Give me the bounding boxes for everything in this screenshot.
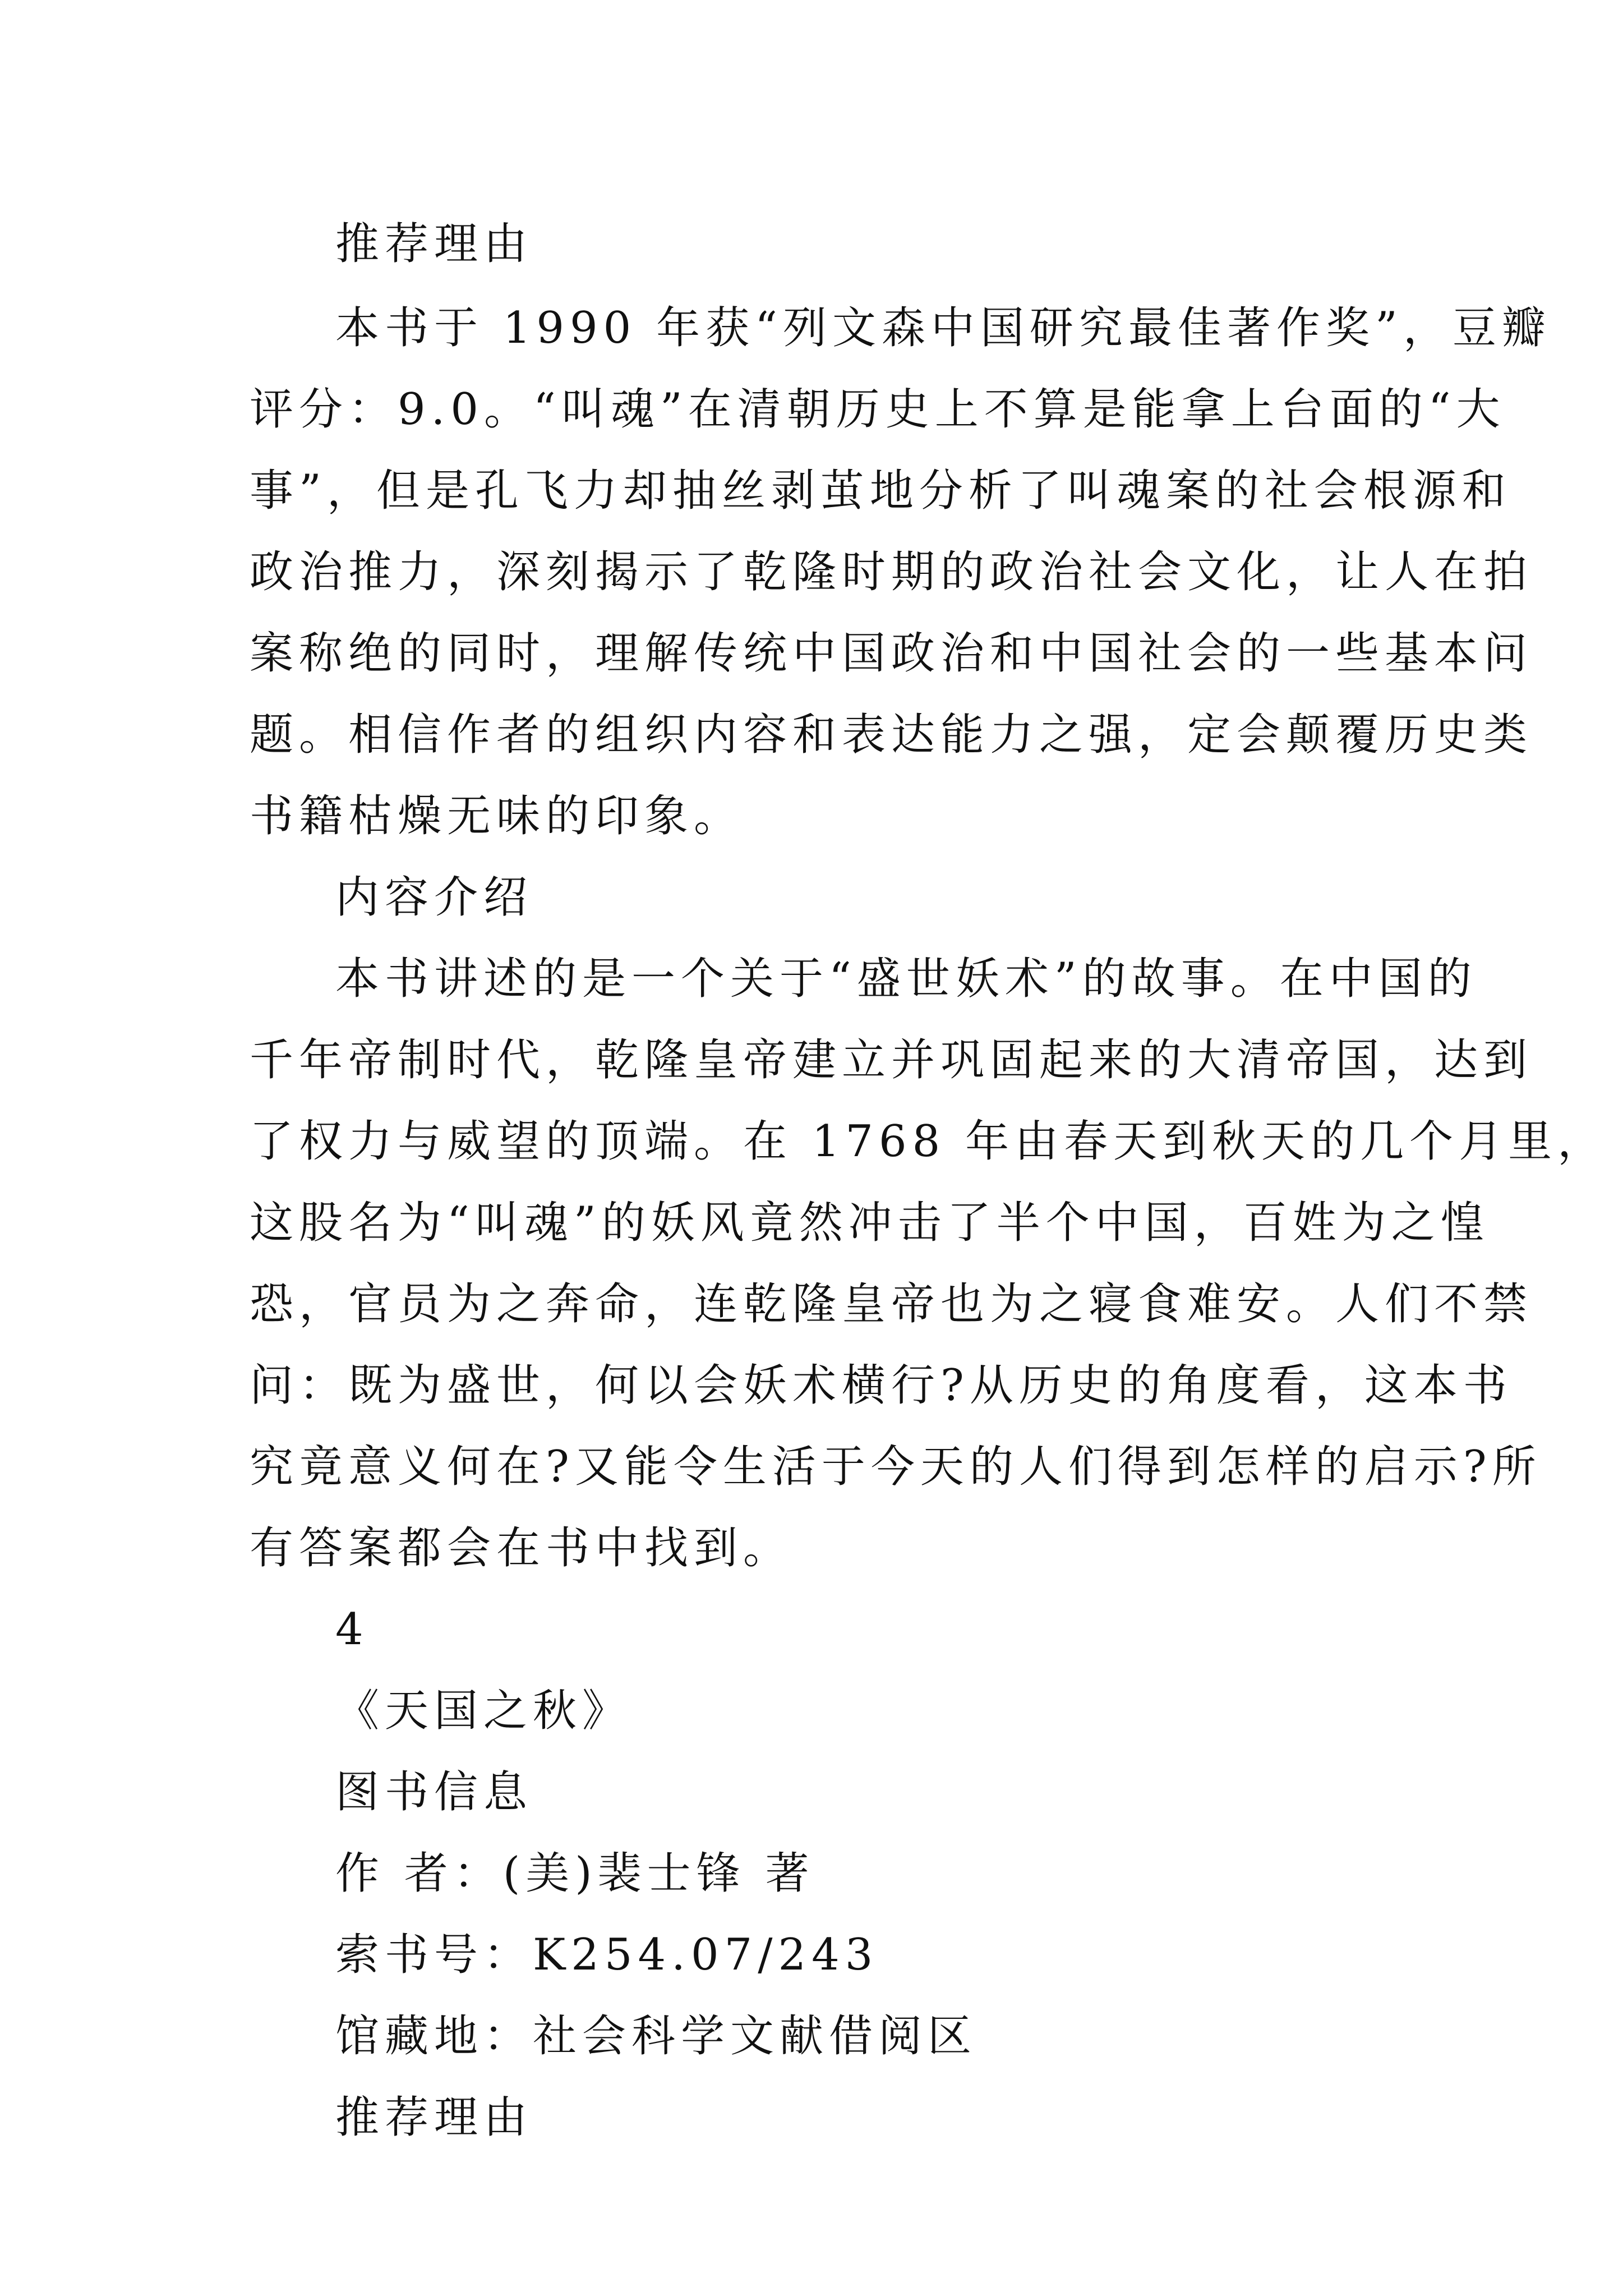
paragraph-line: 案称绝的同时，理解传统中国政治和中国社会的一些基本问 bbox=[250, 628, 1533, 679]
book-number: 4 bbox=[335, 1604, 369, 1655]
paragraph-line: 书籍枯燥无味的印象。 bbox=[250, 791, 744, 841]
paragraph-line: 本书讲述的是一个关于“盛世妖术”的故事。在中国的 bbox=[335, 954, 1477, 1004]
paragraph-line: 事”，但是孔飞力却抽丝剥茧地分析了叫魂案的社会根源和 bbox=[250, 466, 1511, 516]
recommend-heading: 推荐理由 bbox=[335, 2092, 533, 2143]
paragraph-line: 题。相信作者的组织内容和表达能力之强，定会颠覆历史类 bbox=[250, 710, 1533, 760]
paragraph-line: 恐，官员为之奔命，连乾隆皇帝也为之寝食难安。人们不禁 bbox=[250, 1279, 1533, 1329]
paragraph-line: 评分：9.0。“叫魂”在清朝历史上不算是能拿上台面的“大 bbox=[250, 384, 1506, 435]
paragraph-line: 千年帝制时代，乾隆皇帝建立并巩固起来的大清帝国，达到 bbox=[250, 1035, 1533, 1085]
paragraph-line: 这股名为“叫魂”的妖风竟然冲击了半个中国，百姓为之惶 bbox=[250, 1198, 1490, 1248]
book-info-heading: 图书信息 bbox=[335, 1767, 533, 1818]
paragraph-line: 问：既为盛世，何以会妖术横行?从历史的角度看，这本书 bbox=[250, 1360, 1513, 1411]
paragraph-line: 了权力与威望的顶端。在 1768 年由春天到秋天的几个月里， bbox=[250, 1116, 1607, 1167]
paragraph-line: 政治推力，深刻揭示了乾隆时期的政治社会文化，让人在拍 bbox=[250, 547, 1533, 597]
content-intro-heading: 内容介绍 bbox=[335, 872, 533, 923]
book-title: 《天国之秋》 bbox=[335, 1686, 632, 1736]
paragraph-line: 究竟意义何在?又能令生活于今天的人们得到怎样的启示?所 bbox=[250, 1442, 1542, 1492]
recommend-heading: 推荐理由 bbox=[335, 219, 533, 269]
paragraph-line: 有答案都会在书中找到。 bbox=[250, 1523, 793, 1573]
paragraph-line: 本书于 1990 年获“列文森中国研究最佳著作奖”，豆瓣 bbox=[335, 303, 1551, 353]
book-author: 作 者：(美)裴士锋 著 bbox=[335, 1848, 815, 1899]
book-call-number: 索书号：K254.07/243 bbox=[335, 1930, 879, 1980]
book-location: 馆藏地：社会科学文献借阅区 bbox=[335, 2011, 978, 2062]
